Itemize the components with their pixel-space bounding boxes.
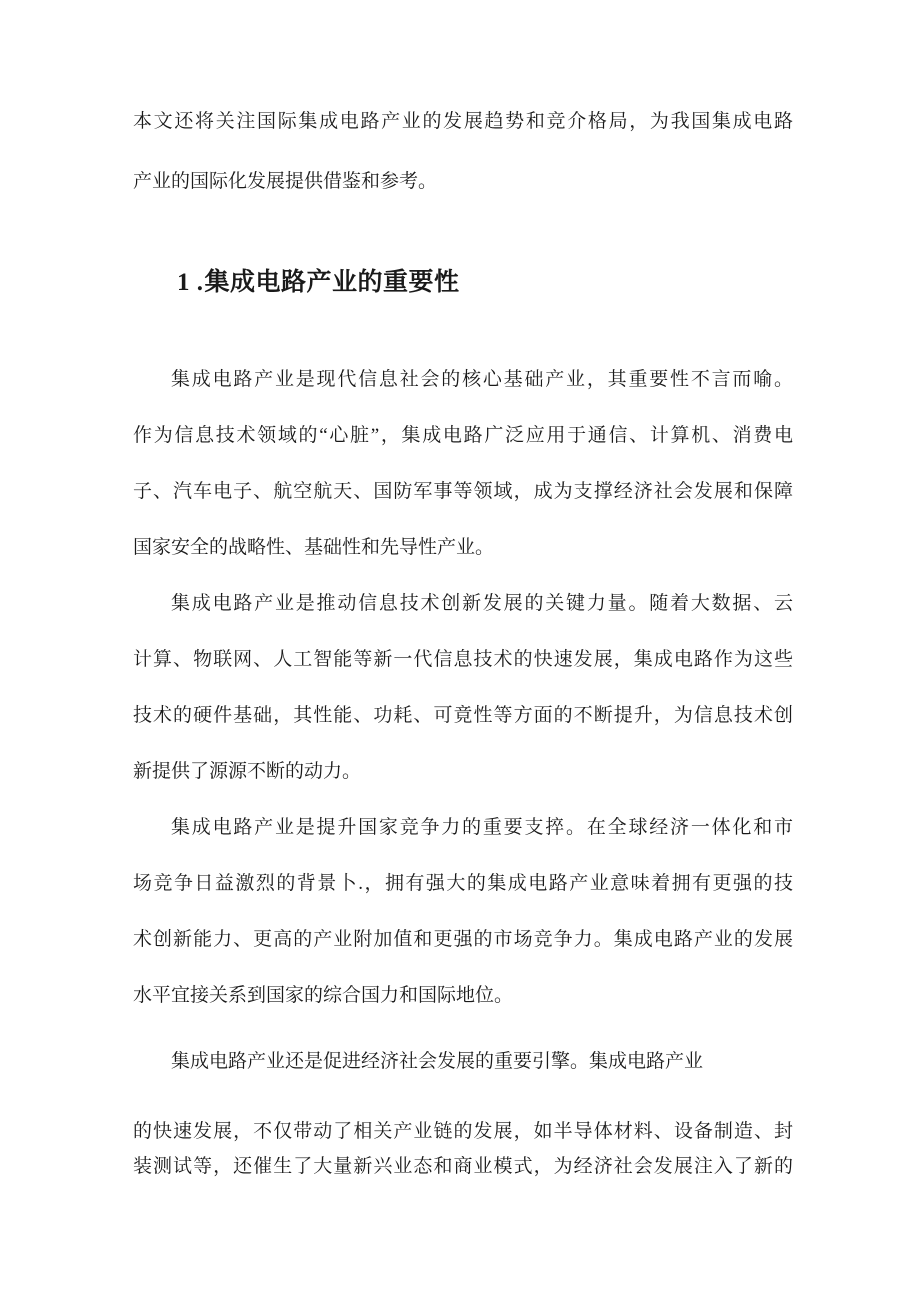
section-heading — [133, 262, 793, 302]
text-line: 作为信息技术领域的“心脏”，集成电路广泛应用于通信、计算机、消费电 — [133, 425, 793, 446]
document-content — [133, 0, 793, 1184]
heading-title: 集成电路产业的重要性 — [204, 268, 460, 296]
text-line: 的快速发展，不仅带动了相关产业链的发展，如半导体材料、设备制造、封 — [133, 1121, 793, 1142]
text-line: 技术的硬件基础，其性能、功耗、可竟性等方面的不断提升，为信息技术创 — [133, 705, 793, 726]
paragraph-continued — [133, 1114, 793, 1184]
text-line: 装测试等，还催生了大量新兴业态和商业模式，为经济社会发展注入了新的 — [133, 1156, 793, 1177]
heading-number: 1 . — [177, 269, 204, 296]
paragraph — [133, 800, 793, 1024]
text-line: 子、汽车电子、航空航天、国防军事等领域，成为支撑经济社会发展和保障 — [133, 481, 793, 502]
text-line: 集成电路产业是提升国家竞争力的重要支捽。在全球经济一体化和市 — [171, 817, 793, 838]
paragraph — [133, 576, 793, 800]
text-line: 术创新能力、更高的产业附加值和更强的市场竞争力。集成电路产业的发展 — [133, 929, 793, 950]
text-line: 新提供了源源不断的动力。 — [133, 761, 362, 782]
paragraph — [133, 1034, 793, 1090]
text-line: 产业的国际化发展提供借鉴和参考。 — [133, 171, 438, 192]
paragraph — [133, 352, 793, 576]
text-line: 本文还将关注国际集成电路产业的发展趋势和竞介格局，为我国集成电路 — [133, 111, 793, 132]
text-line: 集成电路产业是推动信息技术创新发展的关键力量。随着大数据、云 — [171, 593, 793, 614]
text-line: 计算、物联网、人工智能等新一代信息技术的快速发展，集成电路作为这些 — [133, 649, 793, 670]
text-line: 集成电路产业还是促进经济社会发展的重要引擎。集成电路产业 — [171, 1051, 704, 1072]
text-line: 国家安全的战略性、基础性和先导性产业。 — [133, 537, 495, 558]
text-line: 集成电路产业是现代信息社会的核心基础产业，其重要性不言而喻。 — [171, 369, 793, 390]
paragraph-intro — [133, 92, 793, 212]
text-line: 水平宜接关系到国家的综合国力和国际地位。 — [133, 985, 514, 1006]
text-line: 场竞争日益激烈的背景卜.，拥有强大的集成电路产业意味着拥有更强的技 — [133, 873, 793, 894]
